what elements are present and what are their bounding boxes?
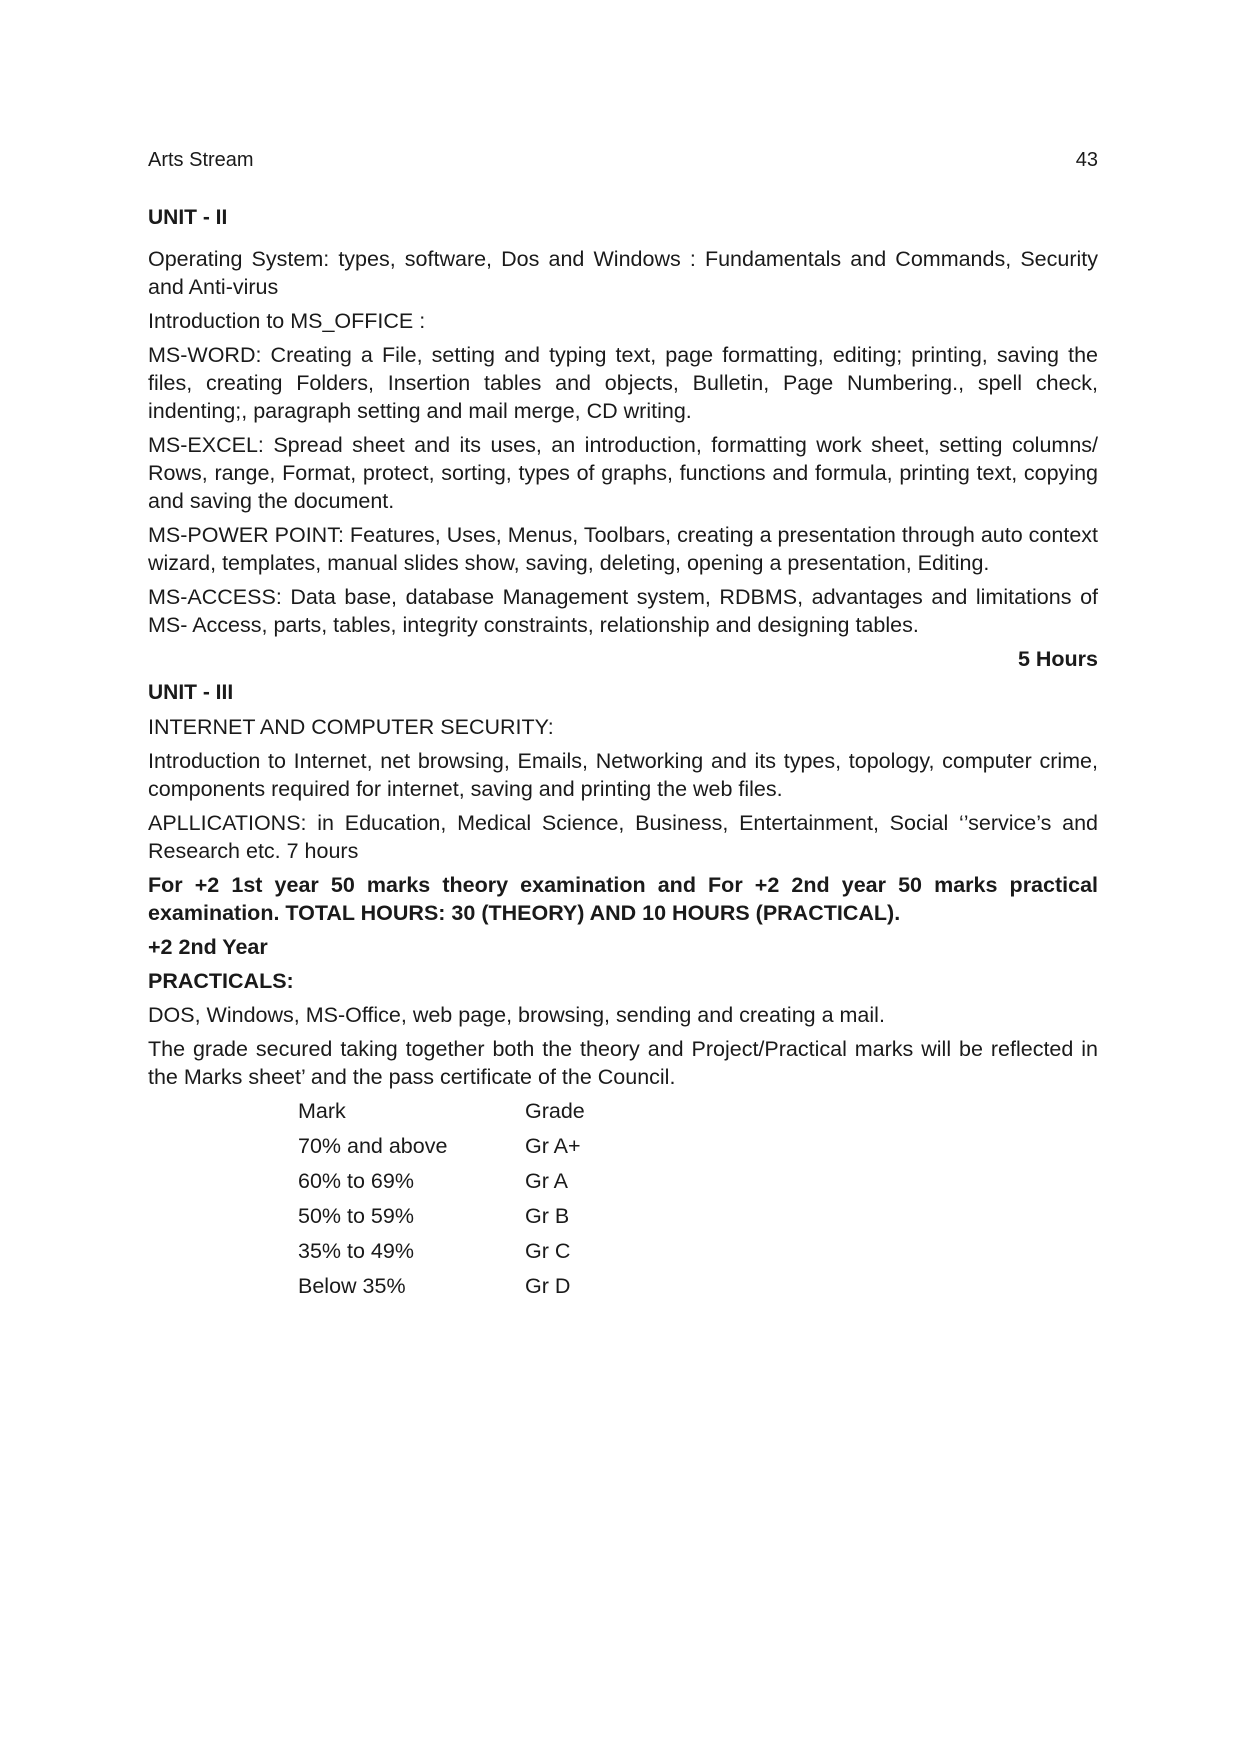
running-header (148, 146, 1098, 174)
mark-cell: 70% and above (298, 1134, 448, 1158)
office-intro: Introduction to MS_OFFICE : (148, 309, 426, 333)
grade-table-header-row (298, 1097, 585, 1132)
ms-powerpoint-paragraph: MS-POWER POINT: Features, Uses, Menus, Toolbars, creating a presentation through auto context wizard, templates, manual slides show, saving, deleting, opening a presentation, Editing. (148, 523, 1098, 575)
unit-3-subtitle: INTERNET AND COMPUTER SECURITY: (148, 715, 554, 739)
ms-word-paragraph: MS-WORD: Creating a File, setting and typing text, page formatting, editing; printing, saving the files, creating Folders, Insertion tables and objects, Bulletin, Page Numbering., spell check, indenting;, paragraph setting and mail merge, CD writing. (148, 343, 1098, 423)
header-mark: Mark (298, 1099, 346, 1123)
grade-cell: Gr C (525, 1239, 571, 1263)
os-paragraph: Operating System: types, software, Dos and Windows : Fundamentals and Commands, Security and Anti-virus (148, 247, 1098, 299)
table-row (298, 1132, 585, 1167)
unit-3-heading: UNIT - III (148, 681, 234, 704)
ms-access-paragraph: MS-ACCESS: Data base, database Management system, RDBMS, advantages and limitations of MS- Access, parts, tables, integrity constraints, relationship and designing tables. (148, 585, 1098, 637)
grade-cell: Gr A+ (525, 1134, 581, 1158)
mark-cell: Below 35% (298, 1274, 406, 1298)
header-title: Arts Stream (148, 149, 254, 171)
practicals-heading: PRACTICALS: (148, 969, 294, 993)
header-grade: Grade (525, 1099, 585, 1123)
page-number: 43 (1075, 149, 1098, 171)
ms-excel-paragraph: MS-EXCEL: Spread sheet and its uses, an introduction, formatting work sheet, setting columns/ Rows, range, Format, protect, sorting, types of graphs, functions and formula, printing text, copying and saving the document. (148, 433, 1098, 513)
table-row (298, 1237, 585, 1272)
grade-table (298, 1097, 585, 1307)
exam-note: For +2 1st year 50 marks theory examination and For +2 2nd year 50 marks practical examination. TOTAL HOURS: 30 (THEORY) AND 10 HOURS (PRACTICAL). (148, 873, 1098, 925)
practicals-content: DOS, Windows, MS-Office, web page, browsing, sending and creating a mail. (148, 1003, 885, 1027)
grade-cell: Gr D (525, 1274, 571, 1298)
mark-cell: 50% to 59% (298, 1204, 414, 1228)
grade-cell: Gr B (525, 1204, 570, 1228)
mark-cell: 35% to 49% (298, 1239, 414, 1263)
table-row (298, 1272, 585, 1307)
unit-2-hours: 5 Hours (1017, 647, 1098, 671)
grade-note: The grade secured taking together both the theory and Project/Practical marks will be reflected in the Marks sheet’ and the pass certificate of the Council. (148, 1037, 1098, 1089)
table-row (298, 1167, 585, 1202)
internet-intro-paragraph: Introduction to Internet, net browsing, Emails, Networking and its types, topology, computer crime, components required for internet, saving and printing the web files. (148, 749, 1098, 801)
unit-2-heading: UNIT - II (148, 206, 228, 229)
mark-cell: 60% to 69% (298, 1169, 414, 1193)
second-year-heading: +2 2nd Year (148, 935, 268, 959)
document-page (148, 146, 1098, 1307)
table-row (298, 1202, 585, 1237)
applications-paragraph: APLLICATIONS: in Education, Medical Science, Business, Entertainment, Social ‘’service’s and Research etc. 7 hours (148, 811, 1098, 863)
grade-cell: Gr A (525, 1169, 569, 1193)
